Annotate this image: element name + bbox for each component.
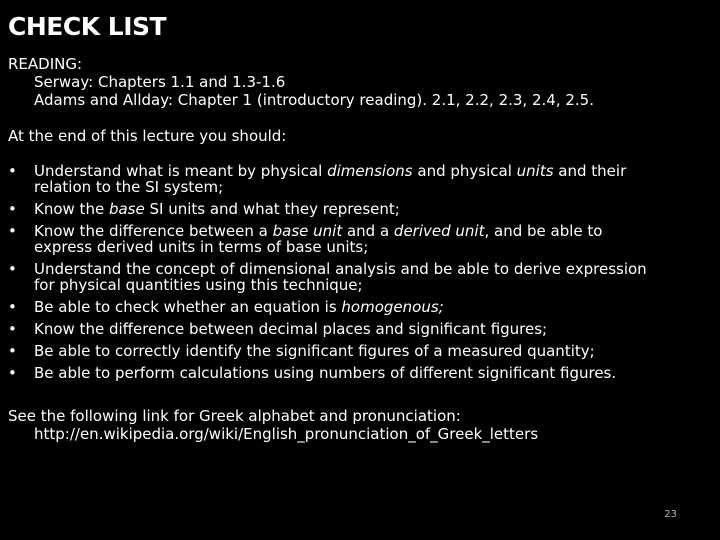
checklist-item: [8, 343, 658, 359]
intro-text: At the end of this lecture you should:: [8, 127, 287, 145]
item-text: and their relation to the SI system;: [34, 162, 627, 196]
item-text: Be able to correctly identify the significant figures of a measured quantity;: [34, 342, 595, 360]
link-intro: See the following link for Greek alphabet and pronunciation:: [8, 407, 461, 425]
bullet-icon: •: [8, 342, 17, 360]
checklist-item: [8, 299, 658, 315]
checklist-item: [8, 365, 658, 381]
spacer: [8, 387, 658, 407]
item-text: Understand what is meant by physical: [34, 162, 328, 180]
checklist-item: [8, 163, 658, 195]
checklist-item: [8, 223, 658, 255]
item-text: Know the difference between a: [34, 222, 273, 240]
link-line: [8, 425, 658, 443]
reading-line-serway: Serway: Chapters 1.1 and 1.3-1.6: [34, 73, 286, 91]
item-text: , and be able to express derived units in terms of base units;: [34, 222, 603, 256]
page-number: 23: [664, 509, 677, 520]
emphasis-text: base unit: [272, 222, 343, 240]
emphasis-text: homogenous;: [341, 298, 444, 316]
slide-body: [8, 55, 658, 443]
bullet-icon: •: [8, 200, 17, 218]
checklist-item: [8, 261, 658, 293]
reading-line-adams: Adams and Allday: Chapter 1 (introductory reading). 2.1, 2.2, 2.3, 2.4, 2.5.: [34, 91, 594, 109]
item-text: and physical: [412, 162, 517, 180]
item-text: Understand the concept of dimensional analysis and be able to derive expression for physical quantities using this technique;: [34, 260, 647, 294]
spacer: [8, 145, 658, 163]
item-text: SI units and what they represent;: [144, 200, 400, 218]
bullet-icon: •: [8, 222, 17, 240]
emphasis-text: dimensions: [327, 162, 413, 180]
checklist: [8, 163, 658, 381]
bullet-icon: •: [8, 298, 17, 316]
bullet-icon: •: [8, 320, 17, 338]
checklist-item: [8, 201, 658, 217]
reading-label: READING:: [8, 55, 83, 73]
item-text: Know the: [34, 200, 109, 218]
bullet-icon: •: [8, 260, 17, 278]
bullet-icon: •: [8, 364, 17, 382]
spacer: [8, 109, 658, 127]
item-text: Know the difference between decimal places and significant figures;: [34, 320, 548, 338]
emphasis-text: base: [108, 200, 145, 218]
slide-title: CHECK LIST: [8, 12, 167, 41]
emphasis-text: units: [516, 162, 554, 180]
item-text: Be able to check whether an equation is: [34, 298, 342, 316]
greek-pronunciation-link[interactable]: http://en.wikipedia.org/wiki/English_pronunciation_of_Greek_letters: [34, 425, 539, 443]
checklist-item: [8, 321, 658, 337]
emphasis-text: derived unit: [393, 222, 485, 240]
item-text: Be able to perform calculations using numbers of different significant figures.: [34, 364, 617, 382]
bullet-icon: •: [8, 162, 17, 180]
item-text: and a: [342, 222, 394, 240]
